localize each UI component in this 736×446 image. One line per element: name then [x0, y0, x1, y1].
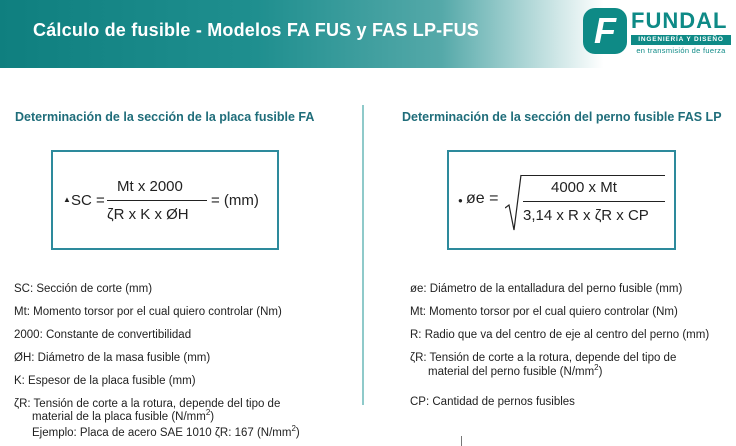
def-r: R: Radio que va del centro de eje al centro del perno (mm): [410, 329, 710, 341]
formula-denominator: ζR x K x ØH: [107, 206, 189, 223]
left-section-title: Determinación de la sección de la placa fusible FA: [15, 110, 315, 124]
right-section-title: Determinación de la sección del perno fusible FAS LP: [402, 110, 722, 124]
page-title: Cálculo de fusible - Modelos FA FUS y FAS LP-FUS: [33, 20, 479, 40]
formula-numerator: Mt x 2000: [117, 178, 183, 195]
triangle-bullet-icon: ▲: [63, 195, 71, 204]
fraction-line: [523, 201, 665, 202]
formula-unit: = (mm): [211, 192, 259, 209]
logo-mark-icon: F: [583, 8, 627, 54]
divider-tick: [461, 436, 462, 446]
formula-lhs: øe =: [466, 190, 499, 207]
column-divider: [362, 105, 364, 405]
sqrt-overline: [521, 175, 665, 176]
formula-denominator: 3,14 x R x ζR x CP: [523, 207, 649, 224]
fa-formula-box: [51, 150, 279, 250]
fraction-line: [107, 200, 207, 201]
sqrt-sign-icon: [505, 174, 523, 232]
def-cp: CP: Cantidad de pernos fusibles: [410, 396, 575, 408]
dot-bullet-icon: ●: [458, 196, 463, 205]
def-tau-r: ζR: Tensión de corte a la rotura, depende del tipo de: [410, 352, 677, 364]
def-tau-r: ζR: Tensión de corte a la rotura, depende del tipo de: [14, 398, 281, 410]
formula-lhs: SC =: [71, 192, 105, 209]
logo-tagline: en transmisión de fuerza: [636, 46, 726, 55]
def-oh: ØH: Diámetro de la masa fusible (mm): [14, 352, 211, 364]
def-mt: Mt: Momento torsor por el cual quiero controlar (Nm): [410, 306, 678, 318]
def-mt: Mt: Momento torsor por el cual quiero controlar (Nm): [14, 306, 282, 318]
def-tau-r-cont: material de la placa fusible $(N/mm^2)$: [32, 408, 215, 423]
def-k: K: Espesor de la placa fusible (mm): [14, 375, 196, 387]
def-oe: øe: Diámetro de la entalladura del perno fusible (mm): [410, 283, 683, 295]
formula-numerator: 4000 x Mt: [551, 179, 617, 196]
logo-name: FUNDAL: [631, 8, 728, 33]
logo-subtitle: INGENIERÍA Y DISEÑO: [631, 35, 731, 45]
def-tau-r-cont: material del perno fusible $(N/mm^2)$: [428, 363, 603, 378]
def-2000: 2000: Constante de convertibilidad: [14, 329, 192, 341]
fundal-logo: [583, 8, 733, 58]
def-example: Ejemplo: Placa de acero SAE 1010 ζR: 167 $(N/mm^2)$: [32, 424, 300, 439]
def-sc: SC: Sección de corte (mm): [14, 283, 153, 295]
fas-formula-box: [447, 150, 676, 250]
